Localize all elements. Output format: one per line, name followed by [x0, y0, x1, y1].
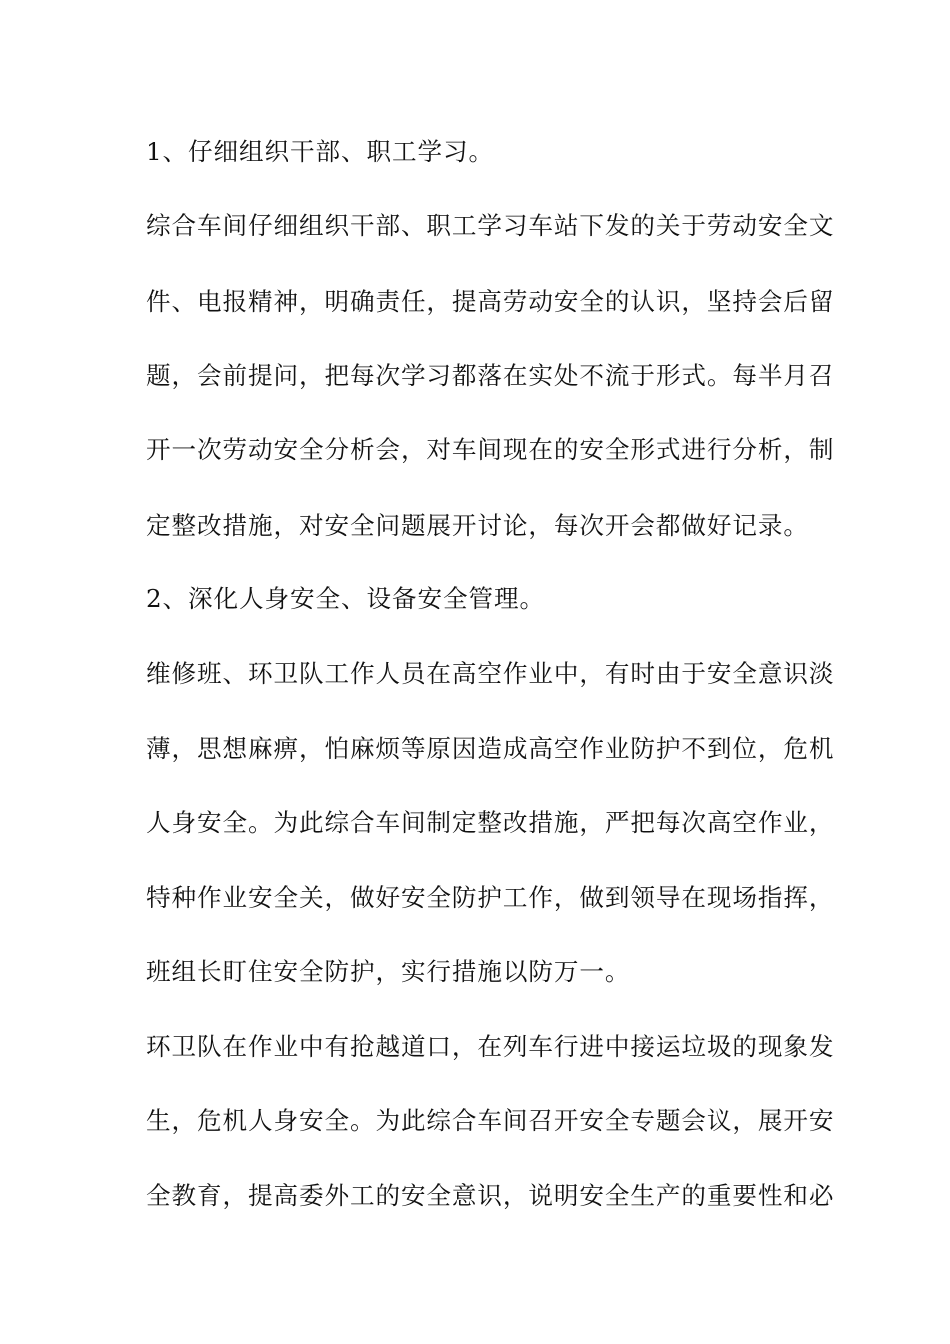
heading-2: 2、深化人身安全、设备安全管理。 — [146, 584, 545, 613]
paragraph-line: 人身安全。为此综合车间制定整改措施，严把每次高空作业， — [146, 808, 835, 837]
paragraph-line: 特种作业安全关，做好安全防护工作，做到领导在现场指挥， — [146, 883, 835, 912]
paragraph-line: 件、电报精神，明确责任，提高劳动安全的认识，坚持会后留 — [146, 287, 835, 316]
paragraph-line: 综合车间仔细组织干部、职工学习车站下发的关于劳动安全文 — [146, 211, 835, 240]
paragraph-line: 开一次劳动安全分析会，对车间现在的安全形式进行分析，制 — [146, 435, 835, 464]
paragraph-line: 题，会前提问，把每次学习都落在实处不流于形式。每半月召 — [146, 361, 835, 390]
paragraph-line: 维修班、环卫队工作人员在高空作业中，有时由于安全意识淡 — [146, 659, 835, 688]
paragraph-line: 班组长盯住安全防护，实行措施以防万一。 — [146, 957, 631, 986]
paragraph-line: 薄，思想麻痹，怕麻烦等原因造成高空作业防护不到位，危机 — [146, 734, 835, 763]
paragraph-line: 生，危机人身安全。为此综合车间召开安全专题会议，展开安 — [146, 1106, 835, 1135]
paragraph-line: 全教育，提高委外工的安全意识，说明安全生产的重要性和必 — [146, 1181, 835, 1210]
heading-1: 1、仔细组织干部、职工学习。 — [146, 137, 494, 166]
paragraph-line: 定整改措施，对安全问题展开讨论，每次开会都做好记录。 — [146, 511, 809, 540]
paragraph-line: 环卫队在作业中有抢越道口，在列车行进中接运垃圾的现象发 — [146, 1032, 835, 1061]
